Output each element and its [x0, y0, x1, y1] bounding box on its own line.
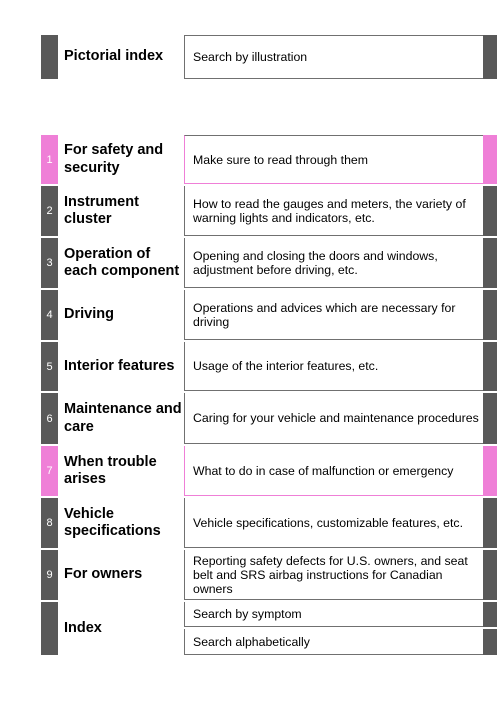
alpha-right-tab [483, 629, 497, 655]
chapter-row-8[interactable] [0, 498, 497, 548]
chapter-title: For safety and security [64, 142, 164, 176]
index-search-symptom-row[interactable] [0, 602, 497, 627]
chapter-number-tab: 4 [41, 290, 58, 340]
chapter-number-tab: 9 [41, 550, 58, 600]
chapter-row-3[interactable] [0, 238, 497, 288]
chapter-number-tab: 5 [41, 342, 58, 391]
chapter-right-tab [483, 186, 497, 236]
chapter-desc: Reporting safety defects for U.S. owners, and seat belt and SRS airbag instructions for Canadian owners [184, 550, 483, 600]
chapter-title: Interior features [64, 357, 175, 374]
chapter-right-tab [483, 342, 497, 391]
chapter-right-tab [483, 135, 497, 184]
chapter-desc: How to read the gauges and meters, the variety of warning lights and indicators, etc. [184, 186, 483, 236]
chapter-row-6[interactable] [0, 393, 497, 444]
chapter-right-tab [483, 238, 497, 288]
symptom-right-tab [483, 602, 497, 627]
chapter-number-tab: 1 [41, 135, 58, 184]
chapter-title: Maintenance and care [64, 401, 182, 435]
pictorial-right-tab [483, 35, 497, 79]
chapter-desc: What to do in case of malfunction or emergency [184, 446, 483, 496]
chapter-desc: Operations and advices which are necessary for driving [184, 290, 483, 340]
chapter-title: Operation of each component [64, 245, 180, 279]
chapter-row-5[interactable] [0, 342, 497, 391]
pictorial-tab [41, 35, 58, 79]
pictorial-index-desc: Search by illustration [184, 35, 483, 79]
chapter-desc: Caring for your vehicle and maintenance procedures [184, 393, 483, 444]
pictorial-index-row[interactable] [0, 35, 497, 79]
chapter-right-tab [483, 550, 497, 600]
chapter-number-tab: 3 [41, 238, 58, 288]
chapter-row-4[interactable] [0, 290, 497, 340]
chapter-right-tab [483, 290, 497, 340]
search-by-symptom-link[interactable]: Search by symptom [184, 602, 483, 627]
chapter-title: Instrument cluster [64, 193, 139, 227]
chapter-right-tab [483, 446, 497, 496]
chapter-number-tab: 2 [41, 186, 58, 236]
search-alphabetically-link[interactable]: Search alphabetically [184, 629, 483, 655]
chapter-row-7[interactable] [0, 446, 497, 496]
chapter-row-2[interactable] [0, 186, 497, 236]
chapter-title: Vehicle specifications [64, 505, 161, 539]
chapter-number-tab: 8 [41, 498, 58, 548]
pictorial-index-title: Pictorial index [64, 48, 164, 65]
index-search-alpha-row[interactable] [0, 629, 497, 655]
chapter-title: Driving [64, 306, 114, 323]
chapter-title: For owners [64, 566, 143, 583]
chapter-number-tab: 6 [41, 393, 58, 444]
chapter-right-tab [483, 393, 497, 444]
chapter-desc: Vehicle specifications, customizable features, etc. [184, 498, 483, 548]
chapter-desc: Usage of the interior features, etc. [184, 342, 483, 391]
chapter-title: When trouble arises [64, 453, 157, 487]
index-title: Index [64, 619, 102, 636]
chapter-row-9[interactable] [0, 550, 497, 600]
chapter-row-1[interactable] [0, 135, 497, 184]
chapter-desc: Make sure to read through them [184, 135, 483, 184]
chapter-right-tab [483, 498, 497, 548]
chapter-number-tab: 7 [41, 446, 58, 496]
chapter-desc: Opening and closing the doors and windows, adjustment before driving, etc. [184, 238, 483, 288]
